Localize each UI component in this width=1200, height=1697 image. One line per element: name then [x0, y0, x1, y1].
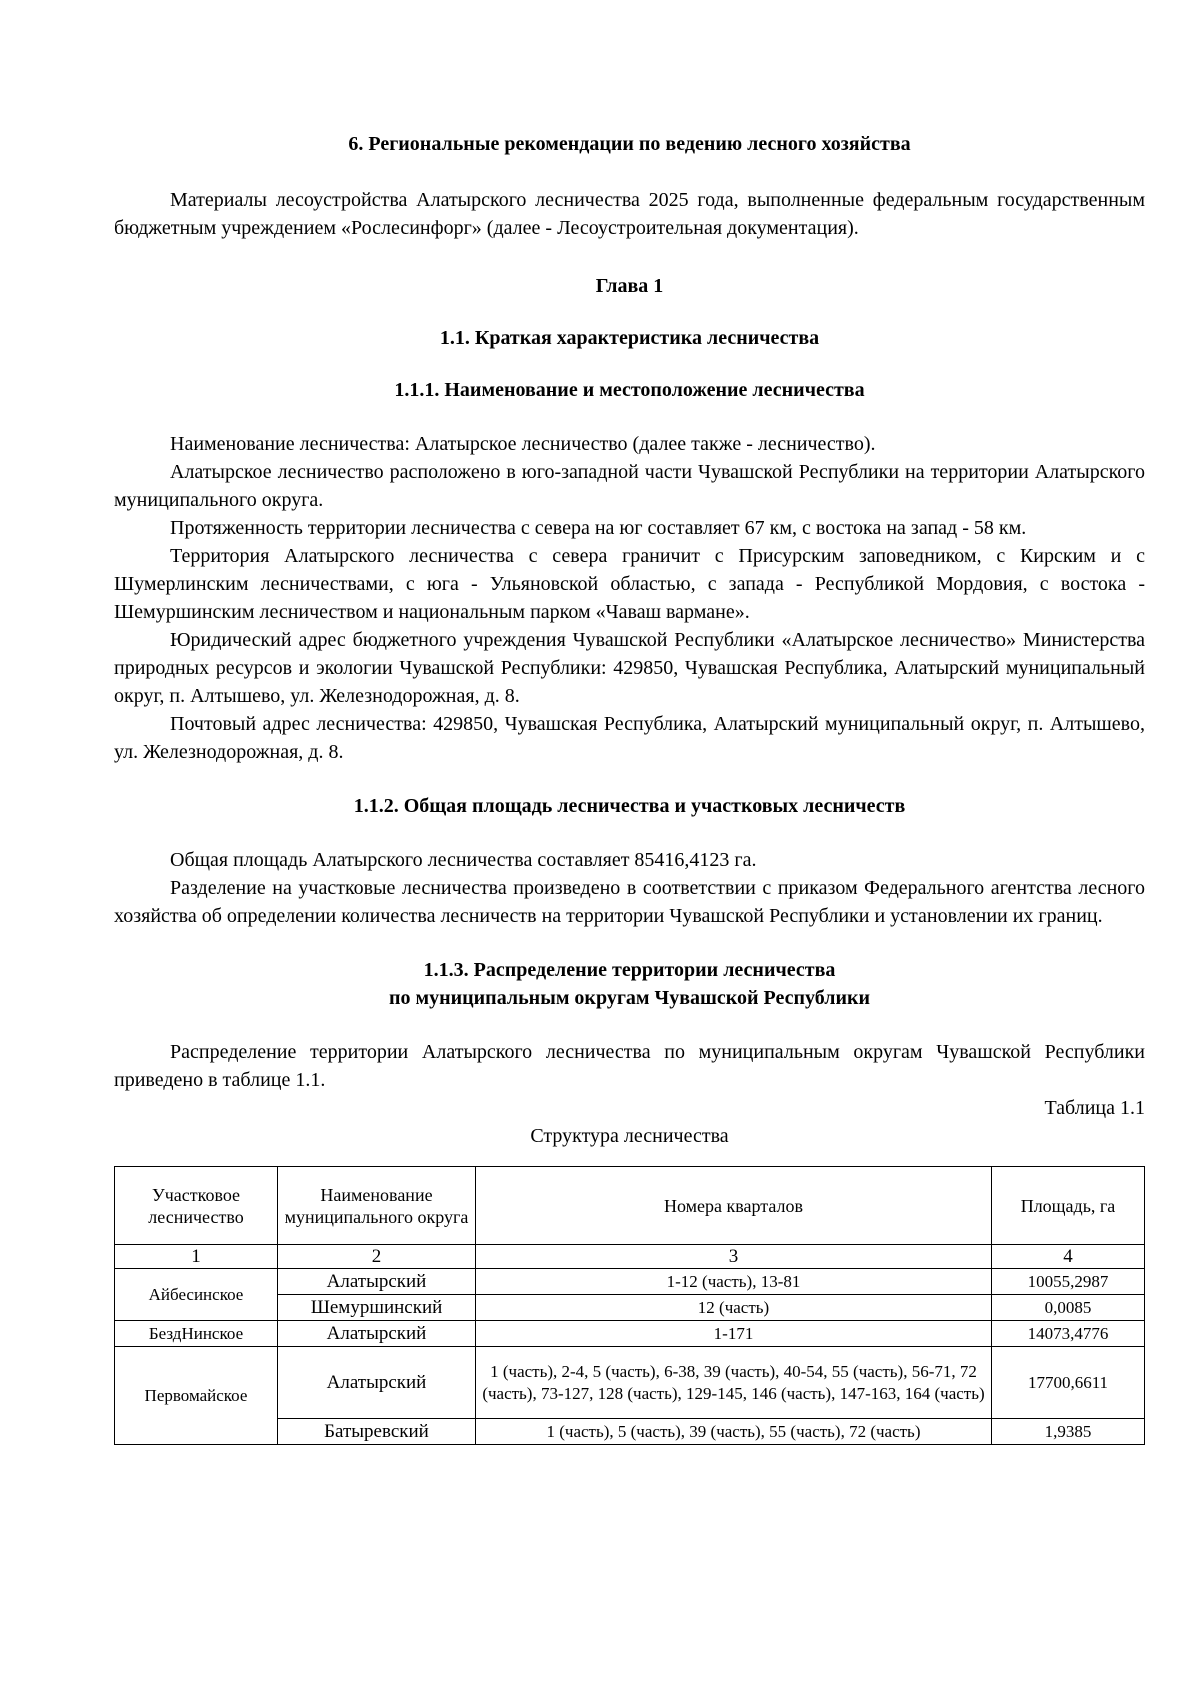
- paragraph-division: Разделение на участковые лесничества произведено в соответствии с приказом Федерального агентства лесного хозяйства об определении количества лесничеств на территории Чувашской Республики и установлении их границ.: [114, 877, 1145, 927]
- heading-1-1-3: [114, 956, 1145, 1012]
- heading-1-1-3-line1: 1.1.3. Распределение территории лесничества: [423, 959, 836, 981]
- paragraph-distribution: Распределение территории Алатырского лесничества по муниципальным округам Чувашской Республики приведено в таблице 1.1.: [114, 1041, 1145, 1091]
- table-row: [115, 1321, 1145, 1347]
- paragraph-postal-address: Почтовый адрес лесничества: 429850, Чувашская Республика, Алатырский муниципальный округ, п. Алтышево, ул. Железнодорожная, д. 8.: [114, 713, 1145, 763]
- cell-forestry: БездНинское: [115, 1321, 278, 1347]
- section-title: 6. Региональные рекомендации по ведению лесного хозяйства: [348, 133, 911, 155]
- table-number: Таблица 1.1: [1044, 1097, 1145, 1119]
- heading-1-1: 1.1. Краткая характеристика лесничества: [439, 327, 820, 349]
- cell-district: Алатырский: [278, 1269, 476, 1295]
- header-district: Наименование муниципального округа: [278, 1167, 476, 1245]
- cell-quarters: 1-171: [476, 1321, 992, 1347]
- paragraph-legal-address: Юридический адрес бюджетного учреждения Чувашской Республики «Алатырское лесничество» Министерства природных ресурсов и экологии Чувашской Республики: 429850, Чувашская Республика, Алатырский муниципальный округ, п. Алтышево, ул. Железнодорожная, д. 8.: [114, 629, 1145, 707]
- forestry-structure-table: [114, 1166, 1145, 1445]
- header-forestry: Участковое лесничество: [115, 1167, 278, 1245]
- col-number: 2: [278, 1245, 476, 1269]
- paragraph-extent: Протяженность территории лесничества с севера на юг составляет 67 км, с востока на запад - 58 км.: [170, 517, 1027, 539]
- col-number: 1: [115, 1245, 278, 1269]
- heading-1-1-2: 1.1.2. Общая площадь лесничества и участковых лесничеств: [353, 795, 906, 817]
- cell-forestry: Айбесинское: [115, 1269, 278, 1321]
- cell-forestry: Первомайское: [115, 1347, 278, 1445]
- table-row: [115, 1269, 1145, 1295]
- table-row: [115, 1347, 1145, 1419]
- cell-area: 14073,4776: [992, 1321, 1145, 1347]
- intro-paragraph: Материалы лесоустройства Алатырского лесничества 2025 года, выполненные федеральным государственным бюджетным учреждением «Рослесинфорг» (далее - Лесоустроительная документация).: [114, 189, 1145, 239]
- header-quarters: Номера кварталов: [476, 1167, 992, 1245]
- chapter-heading: Глава 1: [595, 275, 664, 297]
- paragraph-borders: Территория Алатырского лесничества с севера граничит с Присурским заповедником, с Кирским и с Шумерлинским лесничествами, с юга - Ульяновской областью, с запада - Республикой Мордовия, с востока - Шемуршинским лесничеством и национальным парком «Чаваш вармане».: [114, 545, 1145, 623]
- cell-quarters: 1 (часть), 2-4, 5 (часть), 6-38, 39 (часть), 40-54, 55 (часть), 56-71, 72 (часть), 73-127, 128 (часть), 129-145, 146 (часть), 147-163, 164 (часть): [476, 1347, 992, 1419]
- cell-district: Батыревский: [278, 1419, 476, 1445]
- cell-area: 17700,6611: [992, 1347, 1145, 1419]
- table-column-numbers-row: [115, 1245, 1145, 1269]
- heading-1-1-3-line2: по муниципальным округам Чувашской Республики: [388, 987, 871, 1009]
- table-title: Структура лесничества: [530, 1125, 729, 1147]
- cell-district: Шемуршинский: [278, 1295, 476, 1321]
- header-area: Площадь, га: [992, 1167, 1145, 1245]
- cell-quarters: 1-12 (часть), 13-81: [476, 1269, 992, 1295]
- paragraph-name: Наименование лесничества: Алатырское лесничество (далее также - лесничество).: [170, 433, 876, 455]
- heading-1-1-1: 1.1.1. Наименование и местоположение лесничества: [394, 379, 865, 401]
- cell-area: 0,0085: [992, 1295, 1145, 1321]
- cell-area: 10055,2987: [992, 1269, 1145, 1295]
- document-page: [114, 0, 1145, 1445]
- cell-quarters: 1 (часть), 5 (часть), 39 (часть), 55 (часть), 72 (часть): [476, 1419, 992, 1445]
- col-number: 3: [476, 1245, 992, 1269]
- col-number: 4: [992, 1245, 1145, 1269]
- cell-district: Алатырский: [278, 1321, 476, 1347]
- table-header-row: [115, 1167, 1145, 1245]
- cell-area: 1,9385: [992, 1419, 1145, 1445]
- cell-district: Алатырский: [278, 1347, 476, 1419]
- paragraph-area: Общая площадь Алатырского лесничества составляет 85416,4123 га.: [170, 849, 757, 871]
- cell-quarters: 12 (часть): [476, 1295, 992, 1321]
- paragraph-location: Алатырское лесничество расположено в юго-западной части Чувашской Республики на территории Алатырского муниципального округа.: [114, 461, 1145, 511]
